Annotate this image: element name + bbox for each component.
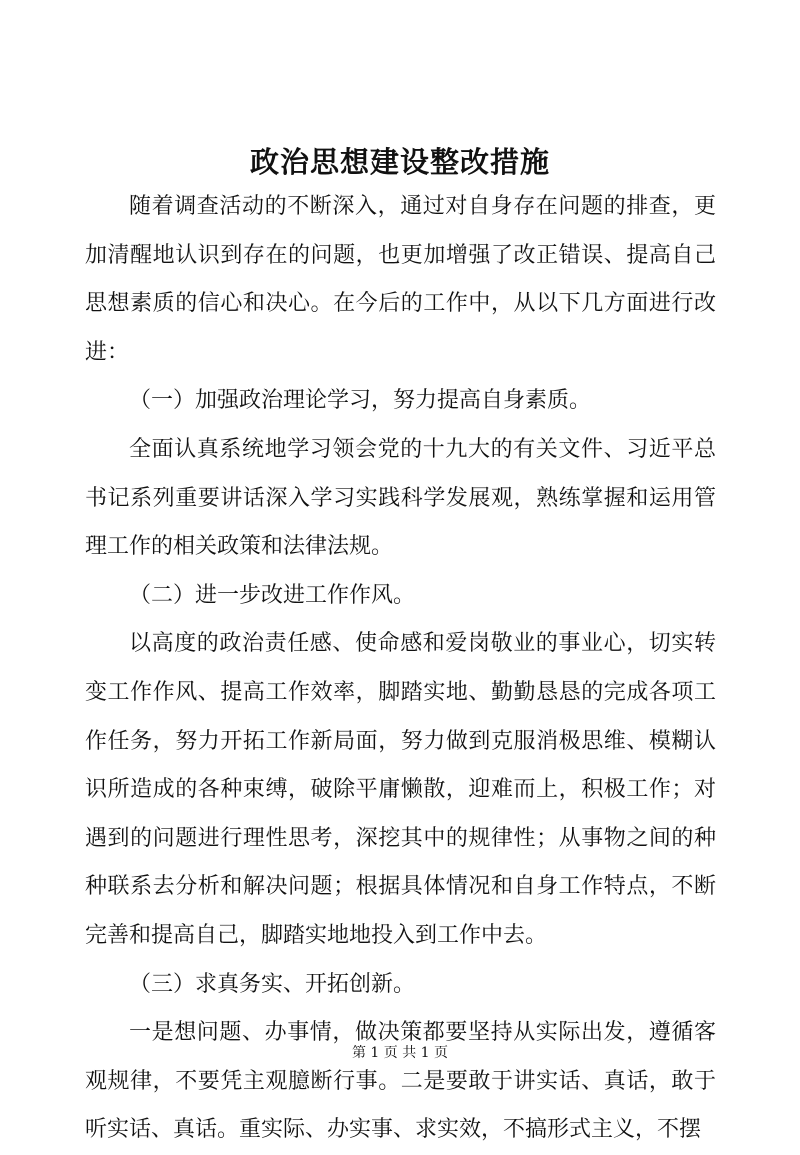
paragraph-section-2: 以高度的政治责任感、使命感和爱岗敬业的事业心，切实转变工作作风、提高工作效率，脚踏实地、勤勤恳恳的完成各项工作任务，努力开拓工作新局面，努力做到克服消极思维、模糊认识所造成的各种束缚，破除平庸懒散，迎难而上，积极工作；对遇到的问题进行理性思考，深挖其中的规律性；从事物之间的种种联系去分析和解决问题；根据具体情况和自身工作特点，不断完善和提高自己，脚踏实地地投入到工作中去。 xyxy=(85,631,716,948)
section-heading-1: （一）加强政治理论学习，努力提高自身素质。 xyxy=(129,388,592,414)
section-heading-3: （三）求真务实、开拓创新。 xyxy=(129,971,416,997)
document-body xyxy=(85,183,716,1155)
paragraph-section-3: 一是想问题、办事情，做决策都要坚持从实际出发，遵循客观规律，不要凭主观臆断行事。二是要敢于讲实话、真话，敢于听实话、真话。重实际、办实事、求实效，不搞形式主义，不摆 xyxy=(85,1020,716,1143)
paragraph-intro: 随着调查活动的不断深入，通过对自身存在问题的排查，更加清醒地认识到存在的问题，也更加增强了改正错误、提高自己思想素质的信心和决心。在今后的工作中，从以下几方面进行改进： xyxy=(85,194,716,365)
section-heading-2: （二）进一步改进工作作风。 xyxy=(129,582,416,608)
page-footer: 第 1 页 共 1 页 xyxy=(351,1045,449,1061)
paragraph-section-1: 全面认真系统地学习领会党的十九大的有关文件、习近平总书记系列重要讲话深入学习实践科学发展观，熟练掌握和运用管理工作的相关政策和法律法规。 xyxy=(85,436,716,560)
document-title: 政治思想建设整改措施 xyxy=(249,145,550,179)
